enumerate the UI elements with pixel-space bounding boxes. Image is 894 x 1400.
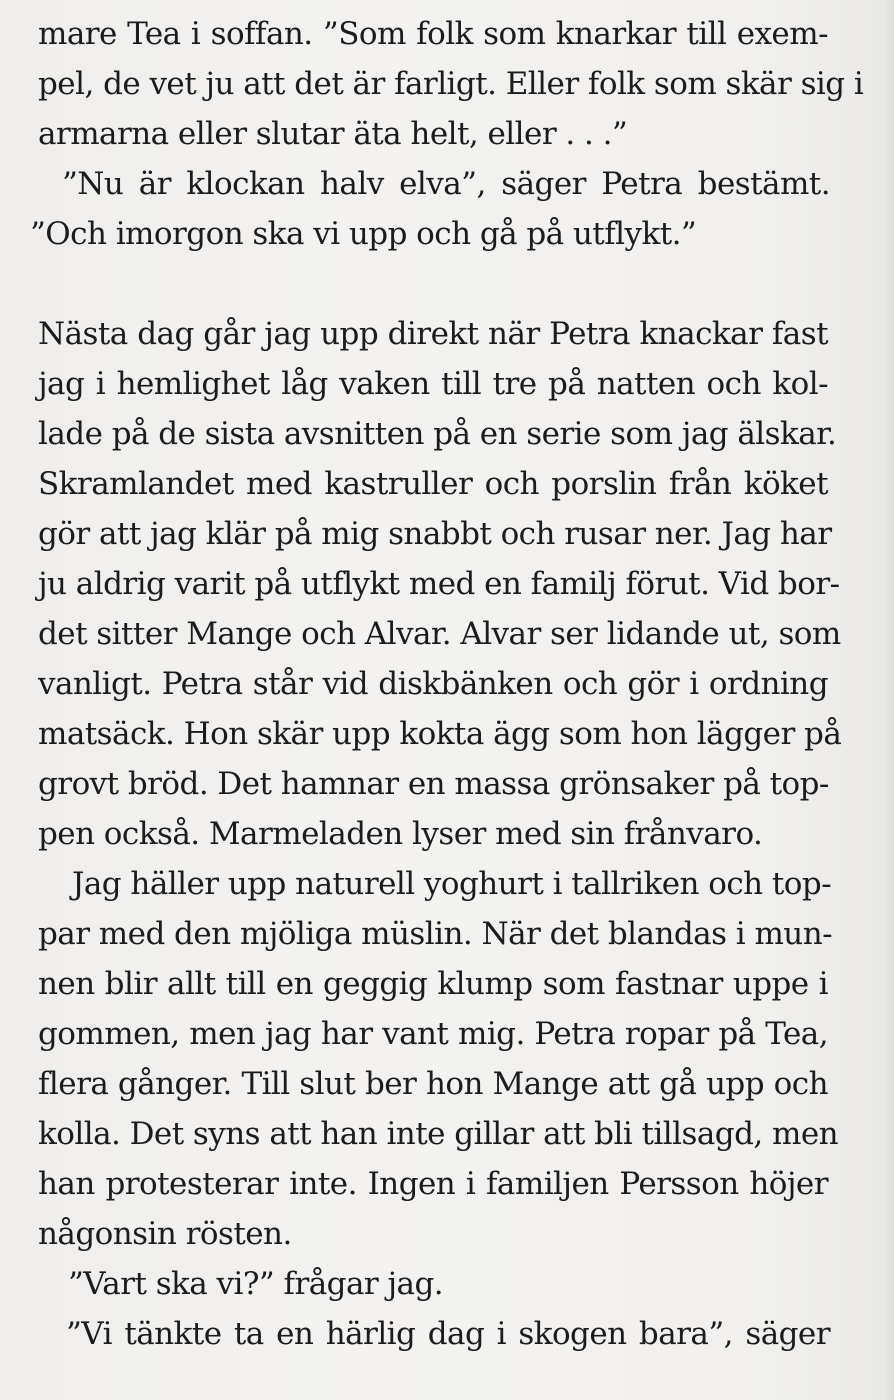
text-line: det sitter Mange och Alvar. Alvar ser lidande ut, som <box>38 616 841 652</box>
text-line: ”Vart ska vi?” frågar jag. <box>68 1266 444 1302</box>
text-line: armarna eller slutar äta helt, eller . . .” <box>38 116 628 152</box>
text-line: han protesterar inte. Ingen i familjen Persson höjer <box>38 1166 828 1202</box>
text-line: någonsin rösten. <box>38 1216 292 1252</box>
text-line: flera gånger. Till slut ber hon Mange att gå upp och <box>38 1066 828 1102</box>
text-line: pel, de vet ju att det är farligt. Eller folk som skär sig i <box>38 66 864 102</box>
text-line: vanligt. Petra står vid diskbänken och gör i ordning <box>38 666 828 702</box>
text-line: kolla. Det syns att han inte gillar att bli tillsagd, men <box>38 1116 839 1152</box>
page-edge-shadow <box>884 0 894 1400</box>
text-line: matsäck. Hon skär upp kokta ägg som hon lägger på <box>38 716 842 752</box>
text-line: Skramlandet med kastruller och porslin från köket <box>38 466 828 502</box>
text-line: ”Och imorgon ska vi upp och gå på utflykt.” <box>30 216 697 252</box>
text-line: ju aldrig varit på utflykt med en familj förut. Vid bor- <box>38 566 840 602</box>
text-line: grovt bröd. Det hamnar en massa grönsaker på top- <box>38 766 829 802</box>
text-line: mare Tea i soffan. ”Som folk som knarkar till exem- <box>38 16 828 52</box>
text-line: ”Nu är klockan halv elva”, säger Petra bestämt. <box>62 166 830 202</box>
text-line: Nästa dag går jag upp direkt när Petra knackar fast <box>38 316 828 352</box>
text-line: jag i hemlighet låg vaken till tre på natten och kol- <box>38 366 828 402</box>
text-line: pen också. Marmeladen lyser med sin frånvaro. <box>38 816 763 852</box>
text-line: lade på de sista avsnitten på en serie som jag älskar. <box>38 416 837 452</box>
text-line: par med den mjöliga müslin. När det blandas i mun- <box>38 916 833 952</box>
text-line: Jag häller upp naturell yoghurt i tallriken och top- <box>72 866 832 902</box>
text-line: gör att jag klär på mig snabbt och rusar ner. Jag har <box>38 516 832 552</box>
text-line: gommen, men jag har vant mig. Petra ropar på Tea, <box>38 1016 828 1052</box>
text-line: nen blir allt till en geggig klump som fastnar uppe i <box>38 966 828 1002</box>
text-line: ”Vi tänkte ta en härlig dag i skogen bara”, säger <box>66 1316 830 1352</box>
